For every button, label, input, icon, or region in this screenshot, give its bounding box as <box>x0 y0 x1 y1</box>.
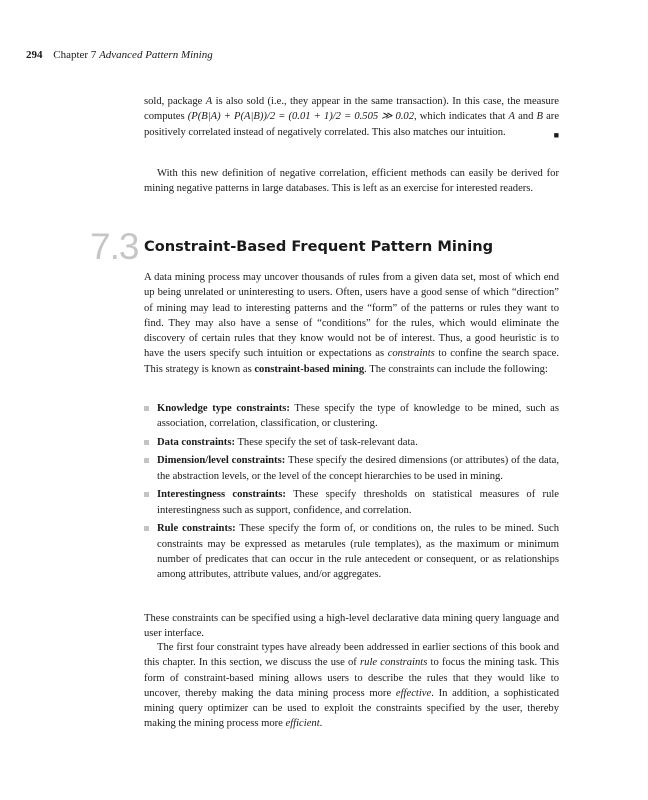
bullet-square-icon <box>144 406 149 411</box>
chapter-label: Chapter 7 <box>53 49 97 61</box>
paragraph-final <box>144 640 559 732</box>
bullet-square-icon <box>144 440 149 445</box>
chapter-title: Advanced Pattern Mining <box>99 49 213 61</box>
running-head <box>26 49 213 61</box>
paragraph-spec-text: These constraints can be specified using a high-level declarative data mining query language and user interface. <box>144 613 559 640</box>
paragraph-final-text: The first four constraint types have already been addressed in earlier sections of this book and this chapter. In this section, we discuss the use of rule constraints to focus the mining task. This form of constraint-based mining allows users to describe the rules that they would like to uncover, thereby making the data mining process more effective. In addition, a sophisticated mining query optimizer can be used to exploit the constraints specified by the user, thereby making the mining process more efficient. <box>144 642 559 730</box>
bullet-square-icon <box>144 492 149 497</box>
paragraph-top <box>144 94 559 143</box>
paragraph-intro-text: A data mining process may uncover thousands of rules from a given data set, most of which end up being unrelated or uninteresting to users. Often, users have a good sense of which “direction” of mining may lead to interesting patterns and the “form” of the patterns or rules they want to find. They may also have a sense of “conditions” for the rules, which would eliminate the discovery of certain rules that they know would not be of interest. Thus, a good heuristic is to have the users specify such intuition or expectations as constraints to confine the search space. This strategy is known as constraint-based mining. The constraints can include the following: <box>144 272 559 375</box>
paragraph-example-end: sold, package A is also sold (i.e., they appear in the same transaction). In this case, the measure computes (P(B|A) + P(A|B))/2 = (0.01 + 1)/2 = 0.505 ≫ 0.02, which indicates that A and B are positively correlated instead of negatively correlated. This also matches our intuition. ■ <box>144 94 559 140</box>
list-item: Rule constraints: These specify the form of, or conditions on, the rules to be mined. Such constraints may be expressed as metarules (rule templates), as the maximum or minimum number of predicates that can occur in the rule antecedent or consequent, or as relationships among attributes, attribute values, and/or aggregates. <box>144 521 559 582</box>
paragraph-spec <box>144 611 559 642</box>
constraint-list <box>144 401 559 586</box>
bullet-square-icon <box>144 458 149 463</box>
list-item: Data constraints: These specify the set of task-relevant data. <box>144 435 559 450</box>
section-title: Constraint-Based Frequent Pattern Mining <box>144 238 494 255</box>
formula: (P(B|A) + P(A|B))/2 = (0.01 + 1)/2 = 0.505 ≫ 0.02 <box>187 111 415 123</box>
paragraph-intro <box>144 270 559 377</box>
qed-mark: ■ <box>553 129 559 140</box>
page-number: 294 <box>26 49 43 61</box>
list-item: Interestingness constraints: These specify thresholds on statistical measures of rule interestingness such as support, confidence, and correlation. <box>144 487 559 518</box>
list-item: Knowledge type constraints: These specify the type of knowledge to be mined, such as association, correlation, classification, or clustering. <box>144 401 559 432</box>
section-number: 7.3 <box>90 226 139 267</box>
paragraph-negative <box>144 166 559 197</box>
list-item: Dimension/level constraints: These specify the desired dimensions (or attributes) of the data, the abstraction levels, or the level of the concept hierarchies to be used in mining. <box>144 453 559 484</box>
paragraph-negative-text: With this new definition of negative correlation, efficient methods can easily be derived for mining negative patterns in large databases. This is left as an exercise for interested readers. <box>144 168 559 195</box>
bullet-square-icon <box>144 526 149 531</box>
